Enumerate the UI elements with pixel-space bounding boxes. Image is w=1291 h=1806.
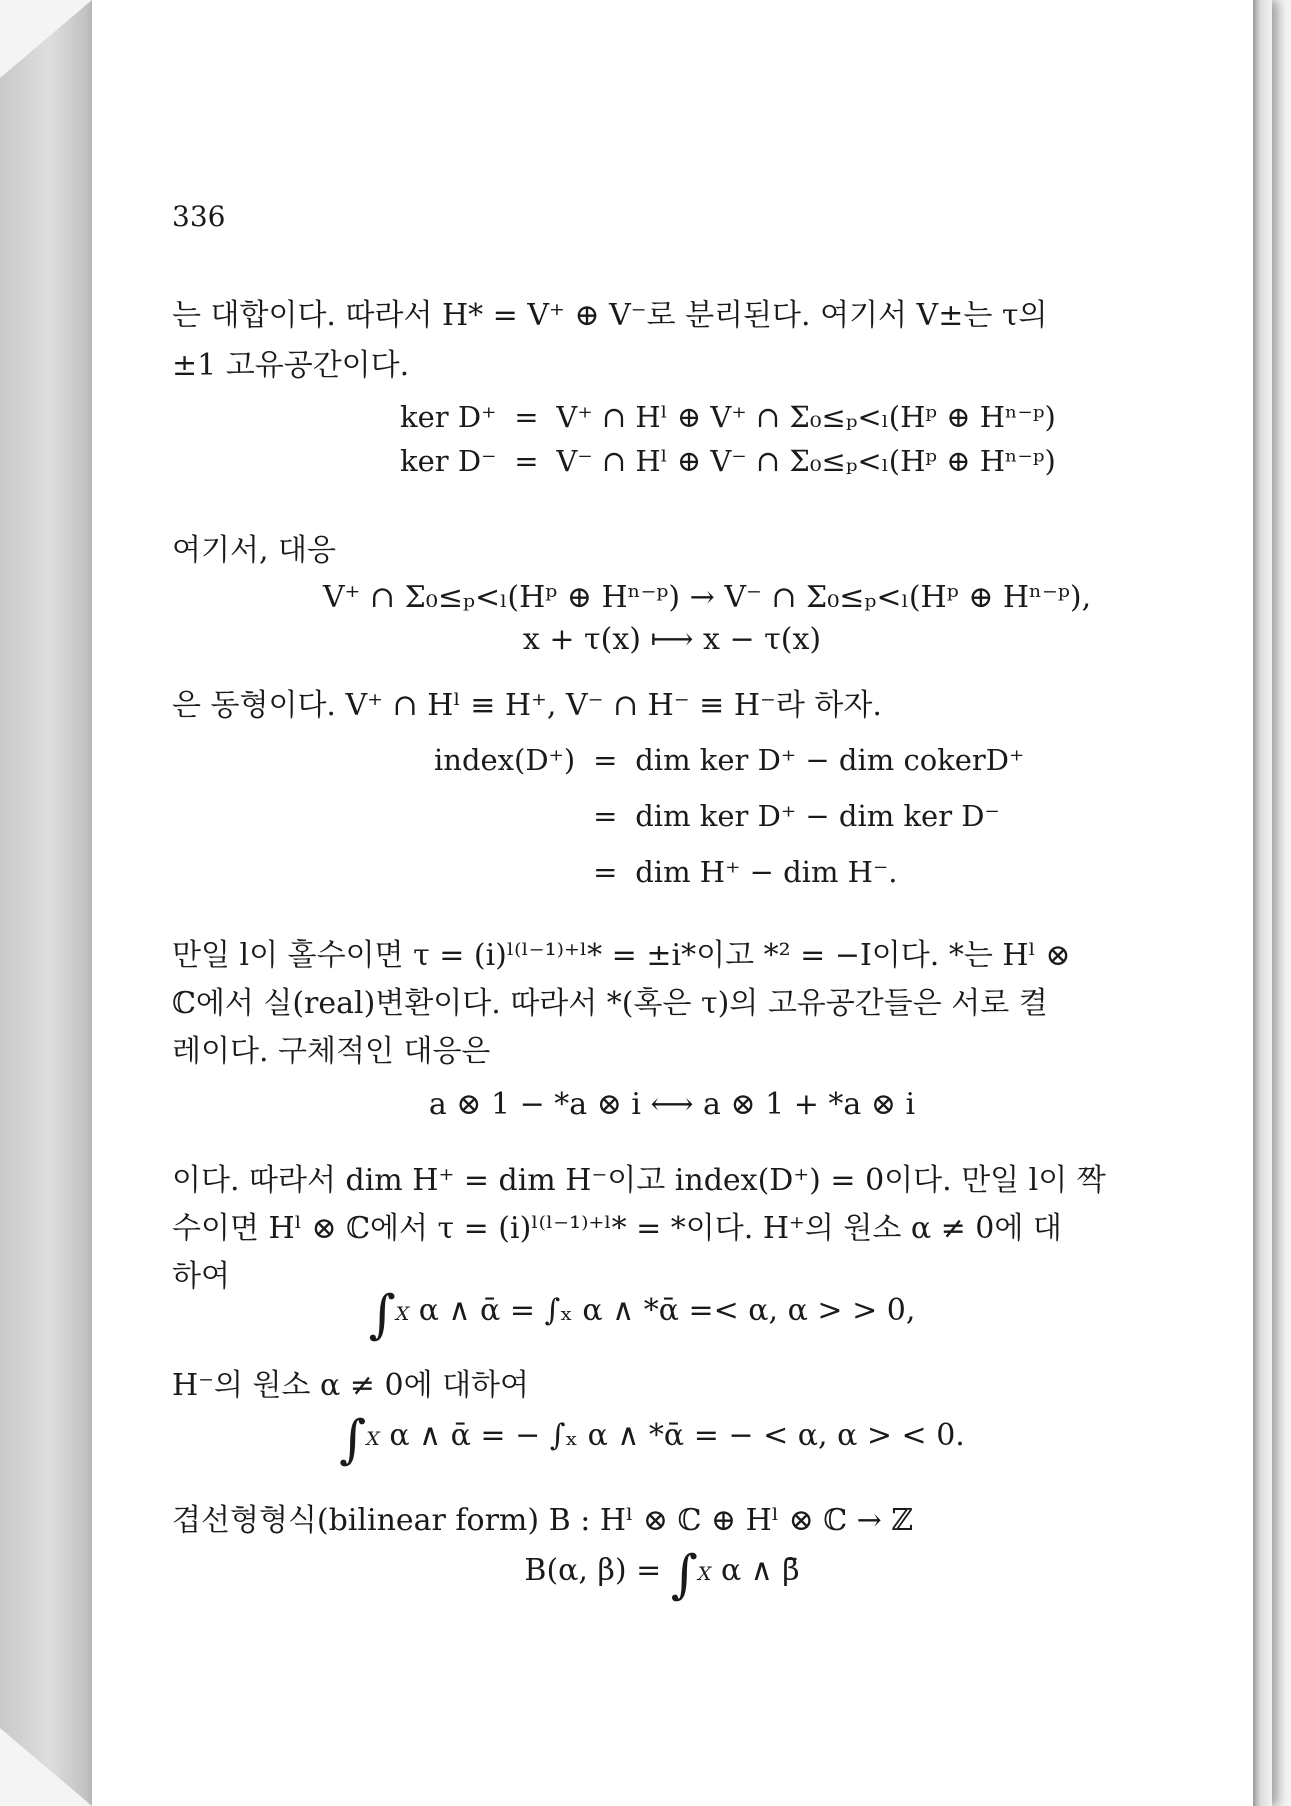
ker-minus-lhs: ker D⁻ bbox=[400, 444, 497, 478]
integral-body-1: α ∧ ᾱ = ∫ₓ α ∧ *ᾱ =< α, α > > 0, bbox=[418, 1293, 916, 1328]
integral-formula-1 bbox=[142, 1285, 1142, 1345]
integral-symbol: ∫ bbox=[339, 1410, 367, 1470]
ker-plus-rhs: V⁺ ∩ Hˡ ⊕ V⁺ ∩ Σ₀≤ₚ<ₗ(Hᵖ ⊕ Hⁿ⁻ᵖ) bbox=[556, 400, 1056, 434]
index-lhs: index(D⁺) bbox=[434, 743, 576, 777]
text-line-6: ℂ에서 실(real)변환이다. 따라서 *(혹은 τ)의 고유공간들은 서로 켤 bbox=[172, 986, 1048, 1021]
text-line-5: 만일 l이 홀수이면 τ = (i)ˡ⁽ˡ⁻¹⁾⁺ˡ* = ±i*이고 *² = −I이다. *는 Hˡ ⊗ bbox=[172, 938, 1071, 973]
kernel-equations bbox=[400, 400, 1056, 478]
text-line-10: 하여 bbox=[172, 1259, 230, 1294]
text-line-11: H⁻의 원소 α ≠ 0에 대하여 bbox=[172, 1368, 530, 1403]
text-line-7: 레이다. 구체적인 대응은 bbox=[172, 1034, 491, 1069]
book-spine bbox=[0, 0, 92, 1806]
text-line-9: 수이면 Hˡ ⊗ ℂ에서 τ = (i)ˡ⁽ˡ⁻¹⁾⁺ˡ* = *이다. H⁺의 원소 α ≠ 0에 대 bbox=[172, 1211, 1062, 1246]
text-line-3: 여기서, 대응 bbox=[172, 533, 336, 568]
correspondence-formula: a ⊗ 1 − *a ⊗ i ⟷ a ⊗ 1 + *a ⊗ i bbox=[428, 1087, 916, 1122]
map-line-2: x + τ(x) ⟼ x − τ(x) bbox=[522, 622, 822, 657]
text-line-2: ±1 고유공간이다. bbox=[172, 348, 410, 383]
integral-body-2: α ∧ ᾱ = − ∫ₓ α ∧ *ᾱ = − < α, α > < 0. bbox=[389, 1418, 965, 1453]
index-rhs-3: dim H⁺ − dim H⁻. bbox=[635, 855, 898, 889]
eq-sign: = bbox=[514, 444, 539, 478]
eq-sign: = bbox=[593, 855, 618, 889]
page-edge bbox=[1253, 0, 1272, 1806]
integral-formula-2 bbox=[152, 1410, 1152, 1470]
text-line-12: 겹선형형식(bilinear form) B : Hˡ ⊗ ℂ ⊕ Hˡ ⊗ ℂ → ℤ bbox=[172, 1503, 914, 1538]
bilinear-rhs: α ∧ β̄ bbox=[720, 1553, 800, 1588]
bilinear-lhs: B(α, β) = bbox=[524, 1553, 662, 1588]
integral-domain: X bbox=[697, 1563, 712, 1585]
integral-symbol: ∫ bbox=[368, 1285, 396, 1345]
integral-formula-3 bbox=[162, 1545, 1162, 1605]
ker-plus-lhs: ker D⁺ bbox=[400, 400, 497, 434]
eq-sign: = bbox=[593, 743, 618, 777]
index-equations bbox=[434, 743, 1024, 889]
index-rhs-1: dim ker D⁺ − dim cokerD⁺ bbox=[635, 743, 1025, 777]
text-line-1: 는 대합이다. 따라서 H* = V⁺ ⊕ V⁻로 분리된다. 여기서 V±는 τ의 bbox=[172, 298, 1048, 333]
eq-sign: = bbox=[514, 400, 539, 434]
eq-sign: = bbox=[593, 799, 618, 833]
integral-domain: X bbox=[366, 1428, 380, 1450]
map-line-1: V⁺ ∩ Σ₀≤ₚ<ₗ(Hᵖ ⊕ Hⁿ⁻ᵖ) → V⁻ ∩ Σ₀≤ₚ<ₗ(Hᵖ ⊕ Hⁿ⁻ᵖ), bbox=[322, 580, 1092, 615]
page-number: 336 bbox=[172, 200, 226, 233]
index-rhs-2: dim ker D⁺ − dim ker D⁻ bbox=[635, 799, 1000, 833]
text-line-8: 이다. 따라서 dim H⁺ = dim H⁻이고 index(D⁺) = 0이다. 만일 l이 짝 bbox=[172, 1163, 1106, 1198]
ker-minus-rhs: V⁻ ∩ Hˡ ⊕ V⁻ ∩ Σ₀≤ₚ<ₗ(Hᵖ ⊕ Hⁿ⁻ᵖ) bbox=[556, 444, 1056, 478]
text-line-4: 은 동형이다. V⁺ ∩ Hˡ ≡ H⁺, V⁻ ∩ H⁻ ≡ H⁻라 하자. bbox=[172, 688, 882, 723]
integral-symbol: ∫ bbox=[670, 1545, 698, 1605]
integral-domain: X bbox=[395, 1303, 410, 1325]
